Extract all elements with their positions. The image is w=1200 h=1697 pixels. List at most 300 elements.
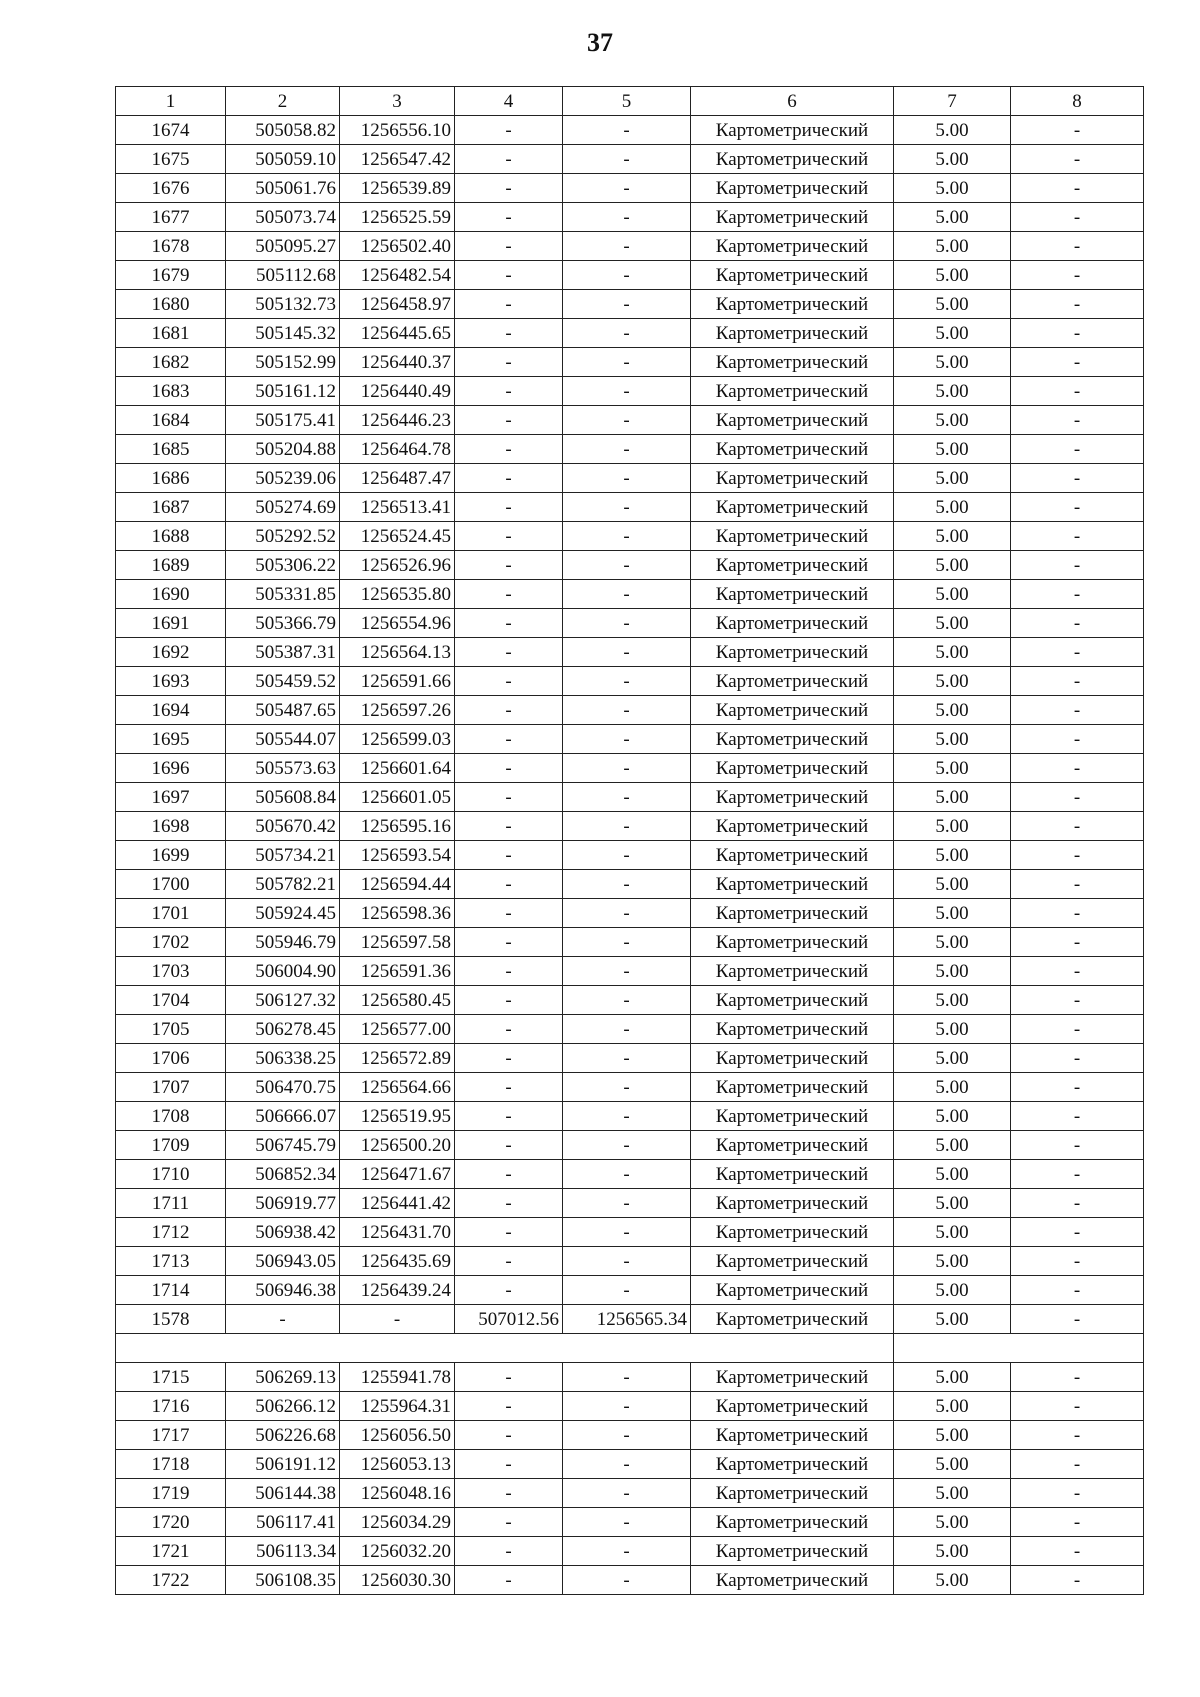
table-cell: 506266.12 <box>226 1392 340 1421</box>
table-cell: 1719 <box>116 1479 226 1508</box>
table-cell: 1708 <box>116 1102 226 1131</box>
table-cell: 505924.45 <box>226 899 340 928</box>
table-cell: - <box>563 116 691 145</box>
table-cell: 5.00 <box>894 203 1011 232</box>
table-cell: 5.00 <box>894 1479 1011 1508</box>
table-cell: 1698 <box>116 812 226 841</box>
table-cell: 1256441.42 <box>340 1189 455 1218</box>
table-cell: Картометрический <box>691 377 894 406</box>
table-cell: 1680 <box>116 290 226 319</box>
table-cell: - <box>563 725 691 754</box>
table-cell: 506127.32 <box>226 986 340 1015</box>
table-cell: 5.00 <box>894 116 1011 145</box>
table-cell: 506004.90 <box>226 957 340 986</box>
table-cell: Картометрический <box>691 522 894 551</box>
table-cell: 505544.07 <box>226 725 340 754</box>
table-cell: 505152.99 <box>226 348 340 377</box>
table-row <box>116 754 1144 783</box>
table-cell: - <box>563 1566 691 1595</box>
table-cell: - <box>455 812 563 841</box>
table-cell: 1720 <box>116 1508 226 1537</box>
table-cell: 1256439.24 <box>340 1276 455 1305</box>
table-cell: 1256525.59 <box>340 203 455 232</box>
table-cell: - <box>563 1450 691 1479</box>
table-cell: - <box>563 696 691 725</box>
table-cell: 507012.56 <box>455 1305 563 1334</box>
table-cell: - <box>455 1566 563 1595</box>
table-cell: - <box>340 1305 455 1334</box>
table-cell <box>116 1334 226 1363</box>
table-cell: 505946.79 <box>226 928 340 957</box>
table-cell: - <box>455 377 563 406</box>
table-cell: - <box>563 841 691 870</box>
table-cell: - <box>563 1160 691 1189</box>
table-cell: 505161.12 <box>226 377 340 406</box>
table-cell: - <box>1011 870 1144 899</box>
table-cell: 1256564.13 <box>340 638 455 667</box>
table-cell: - <box>455 464 563 493</box>
table-cell: Картометрический <box>691 1015 894 1044</box>
table-cell: - <box>455 638 563 667</box>
table-cell: 5.00 <box>894 1131 1011 1160</box>
table-cell: - <box>1011 377 1144 406</box>
table-cell: Картометрический <box>691 1479 894 1508</box>
table-cell: - <box>1011 1421 1144 1450</box>
table-cell: - <box>455 1131 563 1160</box>
table-row <box>116 1566 1144 1595</box>
table-cell: 5.00 <box>894 957 1011 986</box>
table-row <box>116 1073 1144 1102</box>
table-cell: 1256464.78 <box>340 435 455 464</box>
table-cell: 5.00 <box>894 1305 1011 1334</box>
table-cell: - <box>563 1392 691 1421</box>
table-cell: - <box>1011 1160 1144 1189</box>
table-cell: 506943.05 <box>226 1247 340 1276</box>
table-cell: 1704 <box>116 986 226 1015</box>
table-cell: - <box>455 406 563 435</box>
table-cell: 1256502.40 <box>340 232 455 261</box>
table-row <box>116 812 1144 841</box>
table-cell: 1701 <box>116 899 226 928</box>
table-cell: - <box>1011 986 1144 1015</box>
table-cell: - <box>455 1450 563 1479</box>
table-cell: - <box>455 957 563 986</box>
table-cell: - <box>563 203 691 232</box>
column-header: 5 <box>563 87 691 116</box>
table-row <box>116 1044 1144 1073</box>
table-cell: 1256539.89 <box>340 174 455 203</box>
coordinates-table <box>115 86 1144 1595</box>
table-cell: 1256591.36 <box>340 957 455 986</box>
table-row <box>116 1015 1144 1044</box>
table-cell: 5.00 <box>894 174 1011 203</box>
table-row <box>116 783 1144 812</box>
table-cell: - <box>1011 841 1144 870</box>
table-cell: - <box>226 1305 340 1334</box>
table-row <box>116 464 1144 493</box>
table-cell: 5.00 <box>894 928 1011 957</box>
table-cell: - <box>563 986 691 1015</box>
table-cell: 1711 <box>116 1189 226 1218</box>
table-cell: - <box>455 551 563 580</box>
table-cell: 1256034.29 <box>340 1508 455 1537</box>
table-cell: 506470.75 <box>226 1073 340 1102</box>
table-cell: 5.00 <box>894 319 1011 348</box>
table-cell: - <box>455 899 563 928</box>
table-row <box>116 667 1144 696</box>
column-header: 3 <box>340 87 455 116</box>
table-cell: Картометрический <box>691 870 894 899</box>
table-cell: 5.00 <box>894 1276 1011 1305</box>
table-cell: 1256601.05 <box>340 783 455 812</box>
table-cell: Картометрический <box>691 1189 894 1218</box>
table-cell: - <box>455 174 563 203</box>
table-cell: 5.00 <box>894 1421 1011 1450</box>
table-row <box>116 348 1144 377</box>
table-cell: - <box>563 174 691 203</box>
table-cell: - <box>1011 1102 1144 1131</box>
table-cell: 5.00 <box>894 290 1011 319</box>
table-cell: 1692 <box>116 638 226 667</box>
table-cell: 5.00 <box>894 1189 1011 1218</box>
table-cell: 506226.68 <box>226 1421 340 1450</box>
table-cell: - <box>563 493 691 522</box>
table-row <box>116 638 1144 667</box>
table-row <box>116 290 1144 319</box>
table-cell: - <box>1011 1218 1144 1247</box>
table-cell: 1722 <box>116 1566 226 1595</box>
table-cell: 505112.68 <box>226 261 340 290</box>
column-header: 7 <box>894 87 1011 116</box>
table-cell: - <box>563 1044 691 1073</box>
table-cell: Картометрический <box>691 1073 894 1102</box>
table-cell: - <box>563 1015 691 1044</box>
table-cell: 5.00 <box>894 841 1011 870</box>
table-cell: 5.00 <box>894 377 1011 406</box>
table-row <box>116 1189 1144 1218</box>
table-cell: - <box>563 1073 691 1102</box>
table-cell: 1256056.50 <box>340 1421 455 1450</box>
table-cell: 1578 <box>116 1305 226 1334</box>
table-cell: Картометрический <box>691 1392 894 1421</box>
table-cell: Картометрический <box>691 1363 894 1392</box>
table-cell: 5.00 <box>894 435 1011 464</box>
table-cell: Картометрический <box>691 667 894 696</box>
table-cell: 1256591.66 <box>340 667 455 696</box>
table-cell: 1699 <box>116 841 226 870</box>
table-cell: Картометрический <box>691 783 894 812</box>
table-cell: - <box>563 1421 691 1450</box>
table-cell: 1255964.31 <box>340 1392 455 1421</box>
table-cell: - <box>563 580 691 609</box>
table-cell: 505061.76 <box>226 174 340 203</box>
table-cell: - <box>563 870 691 899</box>
table-cell: - <box>1011 464 1144 493</box>
table-cell: 505387.31 <box>226 638 340 667</box>
table-cell: 506117.41 <box>226 1508 340 1537</box>
table-row <box>116 406 1144 435</box>
table-row <box>116 899 1144 928</box>
table-cell: 1703 <box>116 957 226 986</box>
table-cell: 505366.79 <box>226 609 340 638</box>
table-cell: 5.00 <box>894 145 1011 174</box>
table-cell: - <box>455 116 563 145</box>
table-cell: 506666.07 <box>226 1102 340 1131</box>
table-cell: 1696 <box>116 754 226 783</box>
table-cell: Картометрический <box>691 1247 894 1276</box>
table-cell: 5.00 <box>894 899 1011 928</box>
table-cell: - <box>1011 754 1144 783</box>
table-cell: 1256577.00 <box>340 1015 455 1044</box>
table-cell: 5.00 <box>894 348 1011 377</box>
table-cell: Картометрический <box>691 580 894 609</box>
table-cell: 1256435.69 <box>340 1247 455 1276</box>
table-cell: - <box>563 1218 691 1247</box>
table-cell: 1256597.58 <box>340 928 455 957</box>
table-cell: 1694 <box>116 696 226 725</box>
table-cell: - <box>563 957 691 986</box>
table-cell: 506946.38 <box>226 1276 340 1305</box>
table-header-row <box>116 87 1144 116</box>
table-row <box>116 609 1144 638</box>
table-cell: 1690 <box>116 580 226 609</box>
table-cell: - <box>1011 406 1144 435</box>
column-header: 6 <box>691 87 894 116</box>
table-cell: 5.00 <box>894 638 1011 667</box>
table-cell <box>226 1334 340 1363</box>
table-cell: - <box>563 928 691 957</box>
table-cell: 1256440.49 <box>340 377 455 406</box>
table-cell: 5.00 <box>894 1247 1011 1276</box>
table-cell: 1256440.37 <box>340 348 455 377</box>
table-cell: 505292.52 <box>226 522 340 551</box>
table-cell: 505306.22 <box>226 551 340 580</box>
table-cell: 5.00 <box>894 1566 1011 1595</box>
table-cell: - <box>455 348 563 377</box>
table-cell: - <box>563 1131 691 1160</box>
table-cell: - <box>455 522 563 551</box>
table-cell: 1688 <box>116 522 226 551</box>
table-row <box>116 145 1144 174</box>
table-cell: 505459.52 <box>226 667 340 696</box>
table-cell: - <box>1011 1363 1144 1392</box>
table-cell: 505487.65 <box>226 696 340 725</box>
table-row <box>116 174 1144 203</box>
column-header: 1 <box>116 87 226 116</box>
table-cell: - <box>455 1073 563 1102</box>
table-cell: - <box>455 261 563 290</box>
table-cell: - <box>1011 145 1144 174</box>
table-row <box>116 261 1144 290</box>
table-cell: - <box>455 1363 563 1392</box>
table-cell: Картометрический <box>691 1218 894 1247</box>
table-cell: - <box>1011 1189 1144 1218</box>
table-row <box>116 522 1144 551</box>
table-row <box>116 319 1144 348</box>
table-cell: - <box>1011 1450 1144 1479</box>
table-row <box>116 580 1144 609</box>
table-cell: - <box>563 783 691 812</box>
table-cell: - <box>1011 928 1144 957</box>
table-cell: - <box>455 493 563 522</box>
table-cell: 5.00 <box>894 493 1011 522</box>
table-cell: - <box>563 1479 691 1508</box>
table-cell: Картометрический <box>691 1160 894 1189</box>
table-cell: 1682 <box>116 348 226 377</box>
table-cell: - <box>455 580 563 609</box>
table-cell: 506144.38 <box>226 1479 340 1508</box>
table-cell: - <box>563 406 691 435</box>
table-cell: - <box>1011 1131 1144 1160</box>
table-row <box>116 203 1144 232</box>
table-cell: Картометрический <box>691 145 894 174</box>
table-row <box>116 957 1144 986</box>
table-cell: 1255941.78 <box>340 1363 455 1392</box>
table-cell: - <box>563 232 691 261</box>
table-gap-row <box>116 1334 1144 1363</box>
table-cell: 5.00 <box>894 1218 1011 1247</box>
table-cell: 1256445.65 <box>340 319 455 348</box>
table-cell: 505132.73 <box>226 290 340 319</box>
table-cell: Картометрический <box>691 1450 894 1479</box>
table-cell: - <box>563 551 691 580</box>
table-cell: 1687 <box>116 493 226 522</box>
table-row <box>116 1537 1144 1566</box>
table-cell: - <box>563 754 691 783</box>
table-cell <box>1011 1334 1144 1363</box>
table-cell: - <box>1011 1247 1144 1276</box>
table-cell: 1702 <box>116 928 226 957</box>
table-cell: 1256500.20 <box>340 1131 455 1160</box>
table-cell: 1717 <box>116 1421 226 1450</box>
table-cell: 5.00 <box>894 1363 1011 1392</box>
table-row <box>116 116 1144 145</box>
table-cell: - <box>455 290 563 319</box>
table-cell: - <box>1011 1305 1144 1334</box>
table-cell: Картометрический <box>691 1566 894 1595</box>
table-cell: 1256048.16 <box>340 1479 455 1508</box>
table-cell: 505573.63 <box>226 754 340 783</box>
table-cell: Картометрический <box>691 232 894 261</box>
table-cell: Картометрический <box>691 116 894 145</box>
table-cell: - <box>1011 522 1144 551</box>
table-cell: 506269.13 <box>226 1363 340 1392</box>
table-cell: 1709 <box>116 1131 226 1160</box>
table-cell: Картометрический <box>691 1537 894 1566</box>
column-header: 8 <box>1011 87 1144 116</box>
table-cell: Картометрический <box>691 1421 894 1450</box>
table-row <box>116 1392 1144 1421</box>
table-cell: 1679 <box>116 261 226 290</box>
table-cell: Картометрический <box>691 754 894 783</box>
table-cell: - <box>455 696 563 725</box>
table-cell: 506919.77 <box>226 1189 340 1218</box>
table-row <box>116 1247 1144 1276</box>
table-cell: Картометрический <box>691 406 894 435</box>
table-cell: 1256535.80 <box>340 580 455 609</box>
table-cell: - <box>455 1537 563 1566</box>
table-cell: 5.00 <box>894 522 1011 551</box>
table-cell: 505059.10 <box>226 145 340 174</box>
table-cell: 5.00 <box>894 609 1011 638</box>
table-cell: 1678 <box>116 232 226 261</box>
table-cell: 505274.69 <box>226 493 340 522</box>
table-cell: 505073.74 <box>226 203 340 232</box>
table-cell: - <box>1011 1044 1144 1073</box>
table-row <box>116 551 1144 580</box>
table-cell: 1691 <box>116 609 226 638</box>
table-cell: - <box>563 667 691 696</box>
table-cell: 1256593.54 <box>340 841 455 870</box>
table-row <box>116 435 1144 464</box>
table-cell: 5.00 <box>894 1537 1011 1566</box>
table-cell: 5.00 <box>894 1015 1011 1044</box>
table-row <box>116 1363 1144 1392</box>
table-cell: - <box>455 870 563 899</box>
table-cell: - <box>1011 1073 1144 1102</box>
table-cell: Картометрический <box>691 551 894 580</box>
table-cell: 1256053.13 <box>340 1450 455 1479</box>
table-cell: Картометрический <box>691 1044 894 1073</box>
table-cell: 506278.45 <box>226 1015 340 1044</box>
table-cell: Картометрический <box>691 493 894 522</box>
table-cell: 1677 <box>116 203 226 232</box>
table-cell: 505145.32 <box>226 319 340 348</box>
table-cell: Картометрический <box>691 464 894 493</box>
table-cell: - <box>1011 232 1144 261</box>
table-cell: - <box>563 1247 691 1276</box>
table-cell: 5.00 <box>894 783 1011 812</box>
table-cell: - <box>563 464 691 493</box>
table-cell: - <box>1011 638 1144 667</box>
table-cell: - <box>1011 348 1144 377</box>
table-row <box>116 1102 1144 1131</box>
table-cell: Картометрический <box>691 638 894 667</box>
table-cell: - <box>1011 1566 1144 1595</box>
table-cell: 1256513.41 <box>340 493 455 522</box>
table-cell: - <box>455 1160 563 1189</box>
table-cell: - <box>455 1421 563 1450</box>
table-cell: 1256482.54 <box>340 261 455 290</box>
table-cell: - <box>563 1537 691 1566</box>
table-cell: Картометрический <box>691 957 894 986</box>
table-cell: - <box>455 841 563 870</box>
table-cell: - <box>563 609 691 638</box>
table-cell: - <box>563 1189 691 1218</box>
table-cell: 1685 <box>116 435 226 464</box>
table-cell: 1706 <box>116 1044 226 1073</box>
table-cell: 1256580.45 <box>340 986 455 1015</box>
table-cell: - <box>1011 261 1144 290</box>
table-cell: 1676 <box>116 174 226 203</box>
table-cell: 505095.27 <box>226 232 340 261</box>
table-cell: 506191.12 <box>226 1450 340 1479</box>
table-cell: - <box>563 377 691 406</box>
table-row <box>116 1305 1144 1334</box>
table-cell: Картометрический <box>691 435 894 464</box>
table-cell: - <box>455 667 563 696</box>
table-cell: 5.00 <box>894 1044 1011 1073</box>
column-header: 2 <box>226 87 340 116</box>
table-cell: - <box>455 203 563 232</box>
table-cell: 1256431.70 <box>340 1218 455 1247</box>
table-cell: 1718 <box>116 1450 226 1479</box>
table-row <box>116 1218 1144 1247</box>
table-cell: 5.00 <box>894 870 1011 899</box>
table-cell: - <box>563 899 691 928</box>
table-cell: - <box>1011 957 1144 986</box>
table-cell: 1256524.45 <box>340 522 455 551</box>
